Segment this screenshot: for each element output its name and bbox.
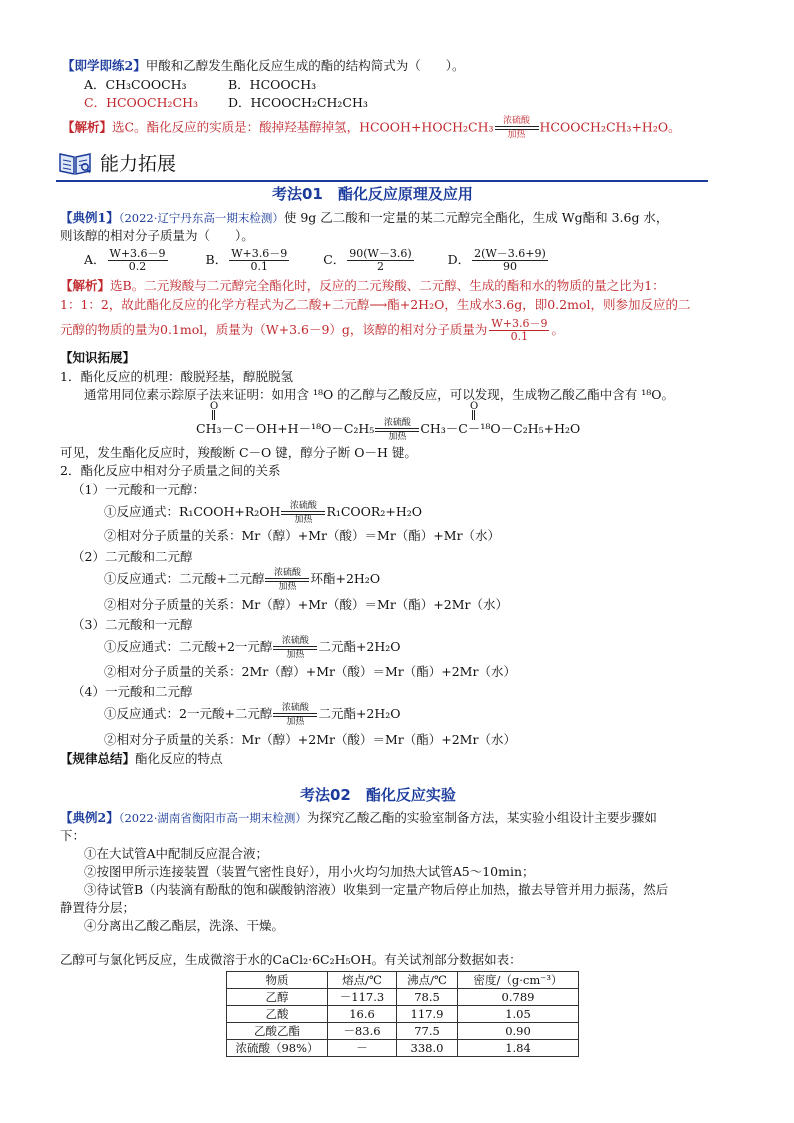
k1-text: 通常用同位素示踪原子法来证明：如用含 ¹⁸O 的乙醇与乙酸反应，可以发现，生成物乙酸乙酯中含有 ¹⁸O。 bbox=[84, 387, 674, 402]
table-cell: 117.9 bbox=[397, 1006, 458, 1023]
k1-conclusion: 可见，发生酯化反应时，羧酸断 C－O 键，醇分子断 O－H 键。 bbox=[60, 445, 417, 460]
practice-option-a: A．CH₃COOCH₃ bbox=[84, 77, 187, 92]
table-cell: 77.5 bbox=[397, 1023, 458, 1040]
option-c-denominator: 2 bbox=[376, 260, 384, 273]
summary-text: 酯化反应的特点 bbox=[135, 751, 223, 766]
table-cell: 0.789 bbox=[458, 989, 579, 1006]
case3-condition bbox=[273, 636, 317, 660]
table-cell: －117.3 bbox=[328, 989, 397, 1006]
analysis-product: HCOOCH₂CH₃+H₂O。 bbox=[539, 119, 681, 135]
example1-source: （2022·辽宁丹东高一期末检测） bbox=[118, 211, 284, 225]
table-cell: 乙醇 bbox=[227, 989, 328, 1006]
summary-line bbox=[60, 751, 223, 767]
example1-analysis-tag: 【解析】 bbox=[60, 278, 111, 293]
example2-tag: 【典例2】 bbox=[60, 810, 119, 825]
k2-title: 2．酯化反应中相对分子质量之间的关系 bbox=[60, 463, 281, 478]
option-b-label: B． bbox=[205, 252, 228, 267]
step-4: ④分离出乙酸乙酯层，洗涤、干燥。 bbox=[84, 918, 285, 933]
option-b-numerator: W+3.6－9 bbox=[231, 247, 288, 260]
table-cell: 浓硫酸（98%） bbox=[227, 1040, 328, 1057]
case3-eq-left: ①反应通式：二元酸+2一元醇 bbox=[104, 639, 273, 654]
case2-eq-right: 环酯+2H₂O bbox=[310, 571, 381, 586]
case2-condition-bottom: 加热 bbox=[278, 581, 297, 592]
option-a-fraction bbox=[108, 248, 168, 273]
option-c-fraction bbox=[347, 248, 413, 273]
case3-relation: ②相对分子质量的关系：2Mr（醇）+Mr（酸）＝Mr（酯）+2Mr（水） bbox=[104, 664, 516, 679]
example1-line1 bbox=[60, 210, 668, 226]
k1-title: 1．酯化反应的机理：酸脱羟基，醇脱脱氢 bbox=[60, 369, 293, 384]
condition-top: 浓硫酸 bbox=[503, 116, 531, 126]
case2-title: （2）二元酸和二元醇 bbox=[72, 549, 193, 564]
table-row bbox=[227, 989, 579, 1006]
example1-analysis-line1 bbox=[60, 278, 665, 294]
analysis-fraction-numerator: W+3.6－9 bbox=[491, 317, 548, 330]
case3-title: （3）二元酸和一元醇 bbox=[72, 617, 193, 632]
practice-option-b: B．HCOOCH₃ bbox=[228, 77, 317, 92]
example2-text2: 下： bbox=[60, 828, 86, 843]
option-d-numerator: 2(W－3.6+9) bbox=[474, 247, 546, 260]
case4-title: （4）一元酸和二元醇 bbox=[72, 684, 193, 699]
example1-options bbox=[84, 246, 550, 274]
table-cell: 1.05 bbox=[458, 1006, 579, 1023]
k1-condition-top: 浓硫酸 bbox=[383, 417, 411, 428]
case4-relation: ②相对分子质量的关系：Mr（醇）+2Mr（酸）＝Mr（酯）+2Mr（水） bbox=[104, 732, 516, 747]
case1-condition-bottom: 加热 bbox=[294, 514, 313, 525]
k1-equation bbox=[196, 415, 580, 443]
k1-eq-left: CH₃－C－OH+H－¹⁸O－C₂H₅ bbox=[196, 421, 375, 436]
k1-condition bbox=[375, 418, 419, 442]
case1-equation bbox=[104, 498, 422, 526]
page-section-title: 能力拓展 bbox=[100, 153, 177, 175]
example2-line1 bbox=[60, 810, 657, 826]
example2-source: （2022·湖南省衡阳市高一期末检测） bbox=[118, 811, 307, 825]
option-c-numerator: 90(W－3.6) bbox=[349, 247, 412, 260]
practice-option-c: C．HCOOCH₂CH₃ bbox=[84, 95, 198, 110]
case1-relation: ②相对分子质量的关系：Mr（醇）+Mr（酸）＝Mr（酯）+Mr（水） bbox=[104, 528, 501, 543]
knowledge-tag: 【知识拓展】 bbox=[60, 350, 136, 365]
analysis-line1: 选B。二元羧酸与二元醇完全酯化时，反应的二元羧酸、二元醇、生成的酯和水的物质的量之比为1： bbox=[110, 278, 665, 293]
practice-question bbox=[62, 58, 464, 74]
table-cell: 78.5 bbox=[397, 989, 458, 1006]
option-b-denominator: 0.1 bbox=[250, 260, 268, 273]
table-header-row bbox=[227, 972, 579, 989]
option-a-denominator: 0.2 bbox=[128, 260, 147, 273]
case2-relation: ②相对分子质量的关系：Mr（醇）+Mr（酸）＝Mr（酯）+2Mr（水） bbox=[104, 597, 508, 612]
case1-title: （1）一元酸和一元醇： bbox=[72, 482, 205, 497]
condition-bottom: 加热 bbox=[507, 130, 526, 140]
case4-condition-top: 浓硫酸 bbox=[281, 702, 309, 713]
section1-title: 考法01 酯化反应原理及应用 bbox=[272, 185, 473, 203]
table-cell: 乙酸乙酯 bbox=[227, 1023, 328, 1040]
case3-eq-right: 二元酯+2H₂O bbox=[318, 639, 401, 654]
case4-equation bbox=[104, 700, 401, 728]
case3-condition-top: 浓硫酸 bbox=[281, 635, 309, 646]
case1-condition-top: 浓硫酸 bbox=[289, 500, 317, 511]
analysis-text: 选C。酯化反应的实质是：酸掉羟基醇掉氢，HCOOH+HOCH₂CH₃ bbox=[112, 119, 494, 135]
example1-tag: 【典例1】 bbox=[60, 210, 119, 225]
book-icon bbox=[58, 148, 92, 176]
table-cell: 1.84 bbox=[458, 1040, 579, 1057]
analysis-tag: 【解析】 bbox=[62, 119, 113, 135]
analysis-line3: 元醇的物质的量为0.1mol，质量为（W+3.6－9）g，该醇的相对分子质量为 bbox=[60, 322, 488, 337]
header-rule bbox=[56, 180, 708, 182]
table-row bbox=[227, 1023, 579, 1040]
table-cell: 338.0 bbox=[397, 1040, 458, 1057]
practice-option-d: D．HCOOCH₂CH₂CH₃ bbox=[228, 95, 368, 110]
reaction-condition bbox=[495, 116, 539, 140]
option-d-label: D． bbox=[447, 252, 471, 267]
option-d-denominator: 90 bbox=[502, 260, 517, 273]
example2-text1: 为探究乙酸乙酯的实验室制备方法，某实验小组设计主要步骤如 bbox=[306, 810, 657, 825]
case3-condition-bottom: 加热 bbox=[286, 649, 305, 660]
case2-condition bbox=[265, 568, 309, 592]
case1-eq-left: ①反应通式：R₁COOH+R₂OH bbox=[104, 504, 281, 519]
option-d-fraction bbox=[472, 248, 548, 273]
k1-condition-bottom: 加热 bbox=[388, 431, 407, 442]
table-row bbox=[227, 1040, 579, 1057]
table-cell: 0.90 bbox=[458, 1023, 579, 1040]
table-header-cell: 物质 bbox=[227, 972, 328, 989]
table-cell: －83.6 bbox=[328, 1023, 397, 1040]
table-header-cell: 熔点/℃ bbox=[328, 972, 397, 989]
practice-analysis bbox=[62, 116, 681, 140]
reagent-note: 乙醇可与氯化钙反应，生成微溶于水的CaCl₂·6C₂H₅OH。有关试剂部分数据如表： bbox=[60, 952, 522, 967]
table-cell: － bbox=[328, 1040, 397, 1057]
analysis-end: 。 bbox=[551, 322, 564, 337]
analysis-fraction bbox=[489, 318, 549, 343]
case4-condition-bottom: 加热 bbox=[286, 716, 305, 727]
step-1: ①在大试管A中配制反应混合液； bbox=[84, 846, 269, 861]
practice-tag: 【即学即练2】 bbox=[62, 58, 146, 73]
carbonyl-o-right: O bbox=[470, 401, 479, 412]
case3-equation bbox=[104, 633, 401, 661]
case4-eq-right: 二元酯+2H₂O bbox=[318, 706, 401, 721]
carbonyl-o-left: O bbox=[210, 401, 219, 412]
step-2: ②按图甲所示连接装置（装置气密性良好），用小火均匀加热大试管A5～10min； bbox=[84, 864, 535, 879]
case1-eq-right: R₁COOR₂+H₂O bbox=[326, 504, 422, 519]
analysis-fraction-denominator: 0.1 bbox=[510, 330, 529, 343]
section2-title: 考法02 酯化反应实验 bbox=[300, 786, 456, 804]
summary-tag: 【规律总结】 bbox=[60, 751, 136, 766]
table-cell: 16.6 bbox=[328, 1006, 397, 1023]
table-row bbox=[227, 1006, 579, 1023]
option-c-label: C． bbox=[323, 252, 346, 267]
case4-condition bbox=[273, 703, 317, 727]
case2-condition-top: 浓硫酸 bbox=[273, 567, 301, 578]
table-cell: 乙酸 bbox=[227, 1006, 328, 1023]
table-header-cell: 沸点/℃ bbox=[397, 972, 458, 989]
option-a-label: A． bbox=[84, 252, 106, 267]
case2-eq-left: ①反应通式：二元酸+二元醇 bbox=[104, 571, 265, 586]
case4-eq-left: ①反应通式：2一元酸+二元醇 bbox=[104, 706, 273, 721]
analysis-line3-wrap bbox=[60, 316, 564, 344]
case1-condition bbox=[281, 501, 325, 525]
example1-text2: 则该醇的相对分子质量为（ ）。 bbox=[60, 228, 254, 243]
step-3a: ③待试管B（内装滴有酚酞的饱和碳酸钠溶液）收集到一定量产物后停止加热，撤去导管并用力振荡，然后 bbox=[84, 882, 669, 897]
step-3b: 静置待分层； bbox=[60, 900, 136, 915]
option-b-fraction bbox=[229, 248, 289, 273]
option-a-numerator: W+3.6－9 bbox=[109, 247, 166, 260]
k1-eq-right: CH₃－C－¹⁸O－C₂H₅+H₂O bbox=[420, 421, 581, 436]
example1-text1: 使 9g 乙二酸和一定量的某二元醇完全酯化，生成 Wg酯和 3.6g 水， bbox=[283, 210, 669, 225]
reagent-table bbox=[226, 971, 579, 1057]
practice-question-text: 甲酸和乙醇发生酯化反应生成的酯的结构简式为（ ）。 bbox=[145, 58, 465, 73]
analysis-line2: 1：1：2，故此酯化反应的化学方程式为乙二酸+二元醇⟶酯+2H₂O，生成水3.6g，即0.2mol，则参加反应的二 bbox=[60, 297, 691, 312]
case2-equation bbox=[104, 565, 380, 593]
table-header-cell: 密度/（g·cm⁻³） bbox=[458, 972, 579, 989]
